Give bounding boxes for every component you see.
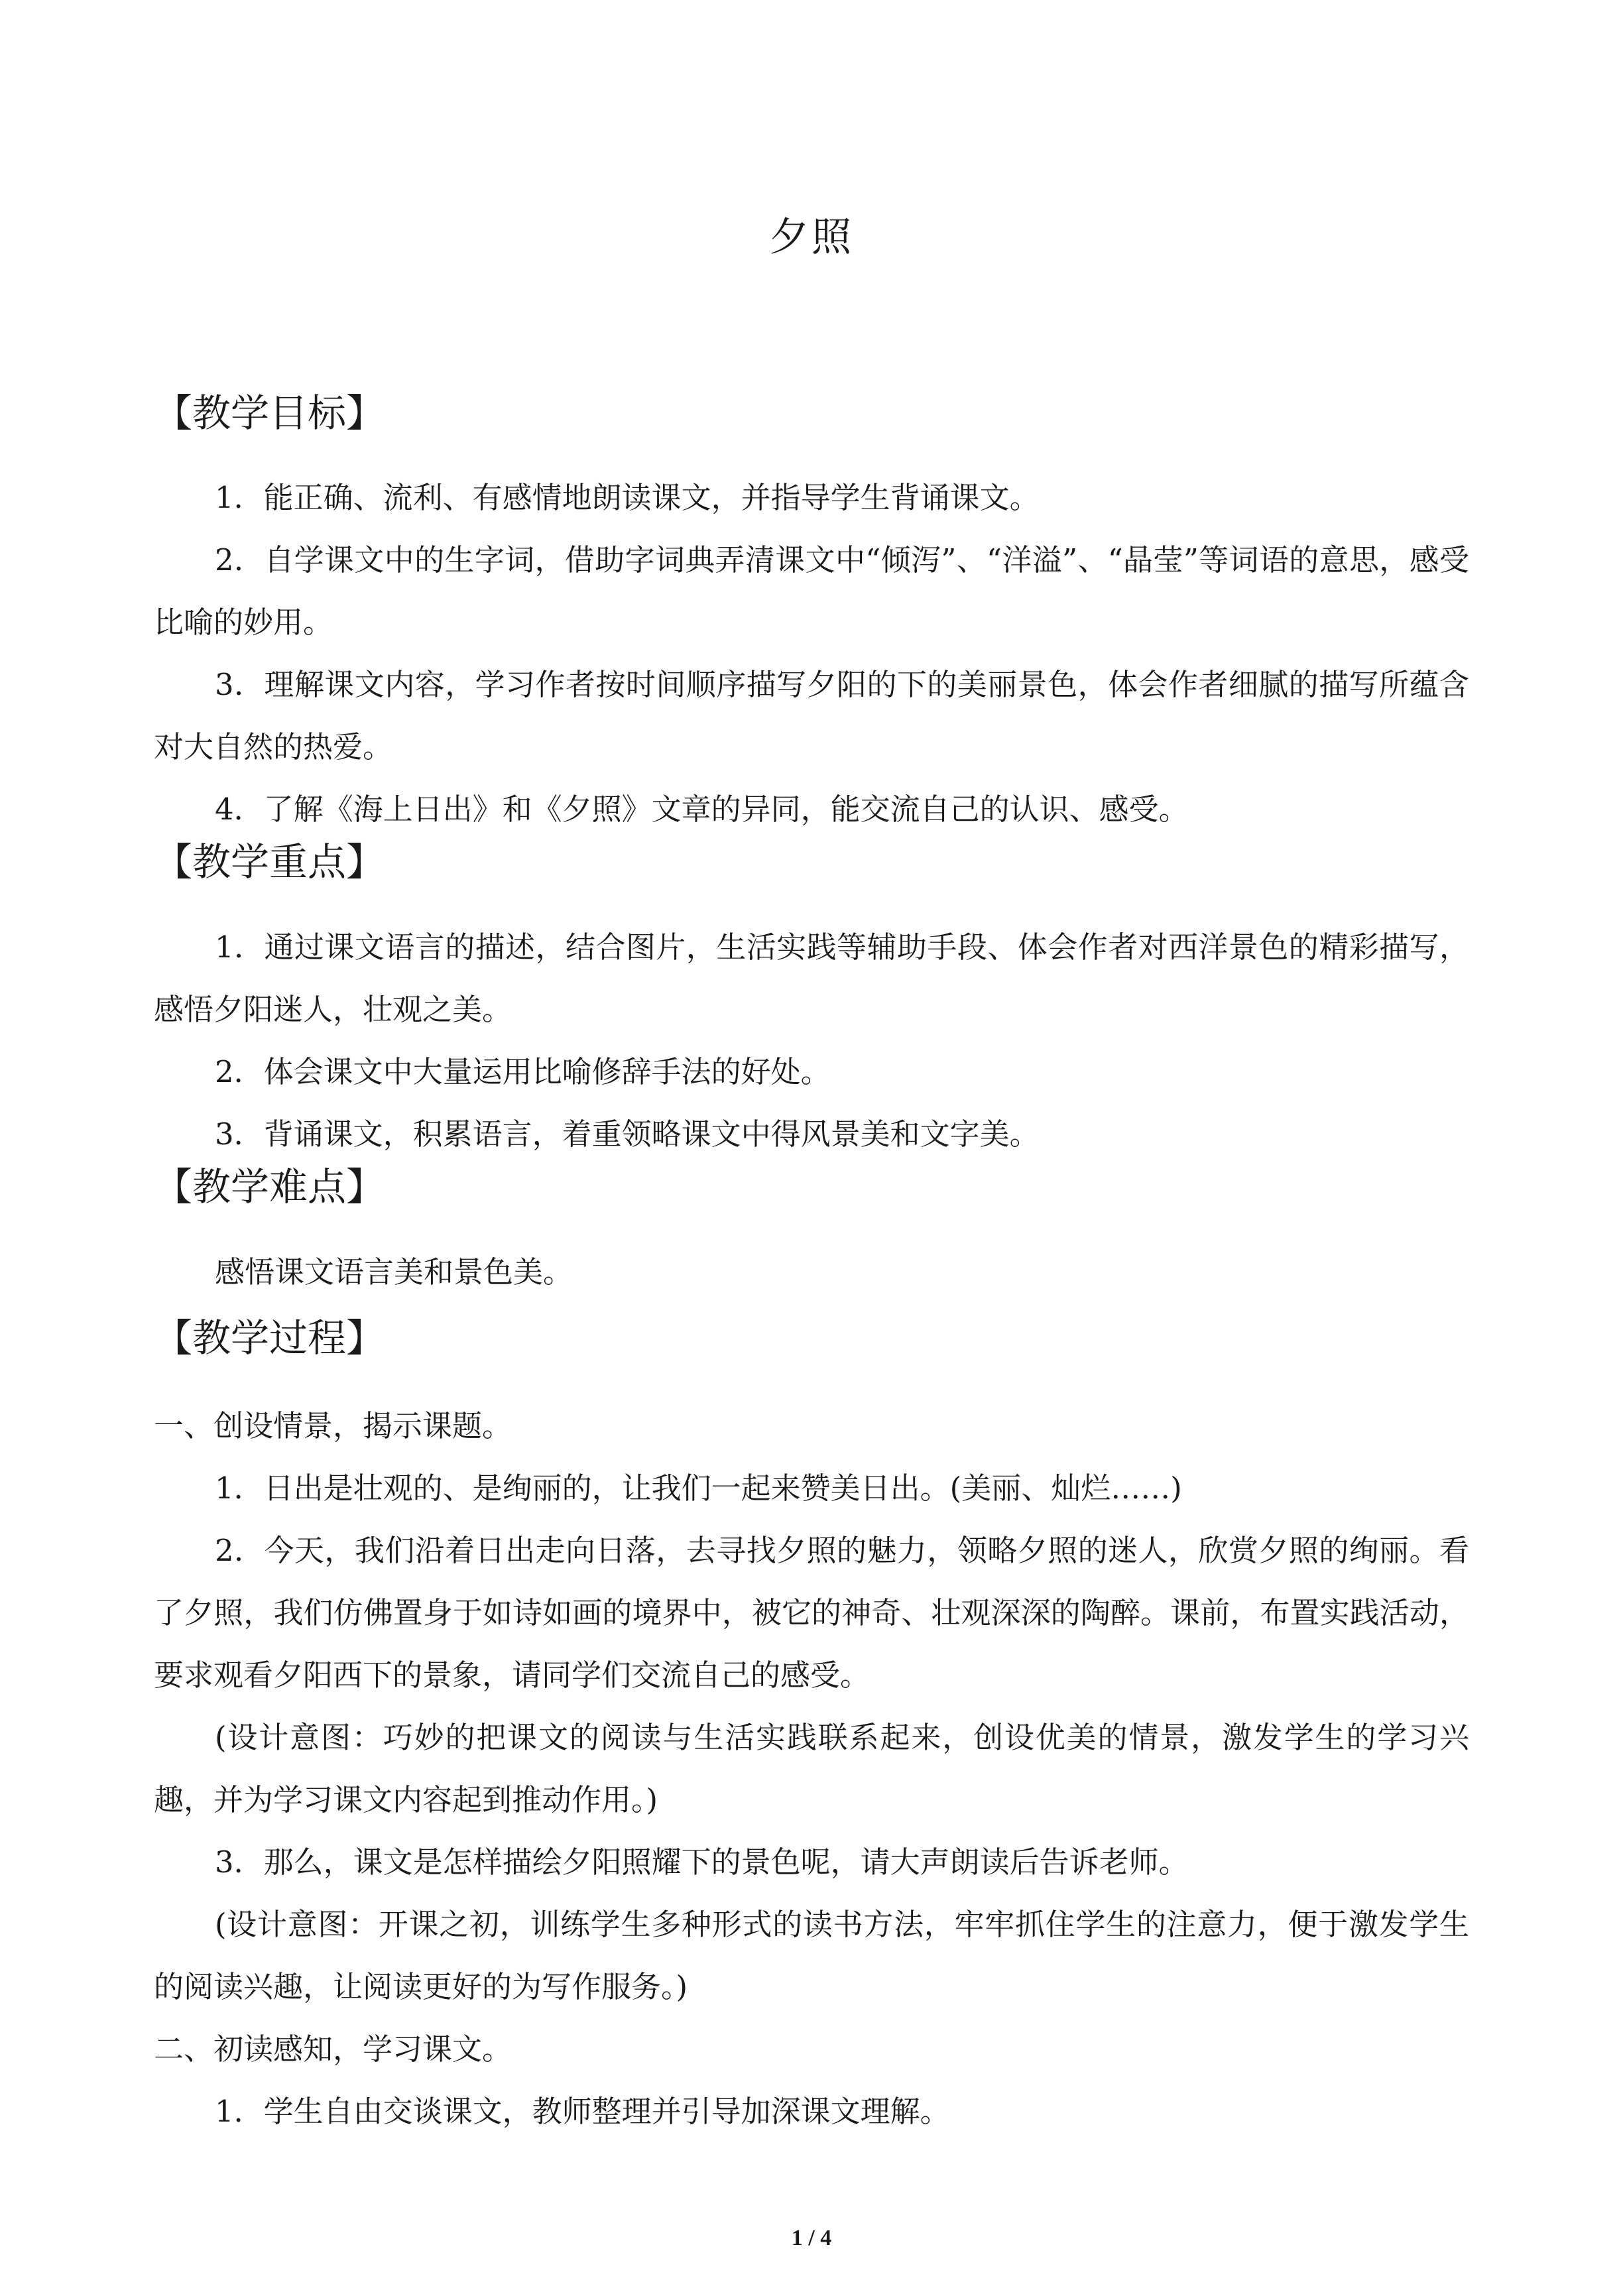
section-heading-difficulties: 【教学难点】 [154,1164,385,1209]
document-title: 夕照 [769,214,854,261]
process-part-1-item-1: 1．日出是壮观的、是绚丽的，让我们一起来赞美日出。(美丽、灿烂……) [215,1471,1182,1506]
process-design-note-1: (设计意图：巧妙的把课文的阅读与生活实践联系起来，创设优美的情景，激发学生的学习兴趣，并为学习课文内容起到推动作用。) [154,1720,1469,1817]
objective-item-1: 1．能正确、流利、有感情地朗读课文，并指导学生背诵课文。 [215,480,1040,515]
process-design-note-2: (设计意图：开课之初，训练学生多种形式的读书方法，牢牢抓住学生的注意力，便于激发学生的阅读兴趣，让阅读更好的为写作服务。) [154,1907,1469,2004]
objective-item-4: 4．了解《海上日出》和《夕照》文章的异同，能交流自己的认识、感受。 [215,792,1189,827]
key-point-item-3: 3．背诵课文，积累语言，着重领略课文中得风景美和文字美。 [215,1117,1040,1152]
key-point-item-2: 2．体会课文中大量运用比喻修辞手法的好处。 [215,1054,831,1089]
objective-item-2: 2．自学课文中的生字词，借助字词典弄清课文中“倾泻”、“洋溢”、“晶莹”等词语的意思，感受比喻的妙用。 [154,542,1469,640]
section-heading-process: 【教学过程】 [154,1315,385,1360]
section-heading-key-points: 【教学重点】 [154,839,385,884]
page-number: 1 / 4 [791,2226,832,2250]
key-point-item-1: 1．通过课文语言的描述，结合图片，生活实践等辅助手段、体会作者对西洋景色的精彩描写，感悟夕阳迷人，壮观之美。 [154,930,1469,1027]
difficulty-item-1: 感悟课文语言美和景色美。 [215,1254,573,1290]
process-part-2-title: 二、初读感知，学习课文。 [154,2031,512,2067]
section-heading-objectives: 【教学目标】 [154,391,385,436]
process-part-1-item-3: 3．那么，课文是怎样描绘夕阳照耀下的景色呢，请大声朗读后告诉老师。 [215,1844,1189,1880]
process-part-1-item-2: 2．今天，我们沿着日出走向日落，去寻找夕照的魅力，领略夕照的迷人，欣赏夕照的绚丽。看了夕照，我们仿佛置身于如诗如画的境界中，被它的神奇、壮观深深的陶醉。课前，布置实践活动，要求观看夕阳西下的景象，请同学们交流自己的感受。 [154,1533,1469,1693]
process-part-1-title: 一、创设情景，揭示课题。 [154,1408,512,1443]
process-part-2-item-1: 1．学生自由交谈课文，教师整理并引导加深课文理解。 [215,2094,950,2129]
objective-item-3: 3．理解课文内容，学习作者按时间顺序描写夕阳的下的美丽景色，体会作者细腻的描写所蕴含对大自然的热爱。 [154,667,1469,764]
